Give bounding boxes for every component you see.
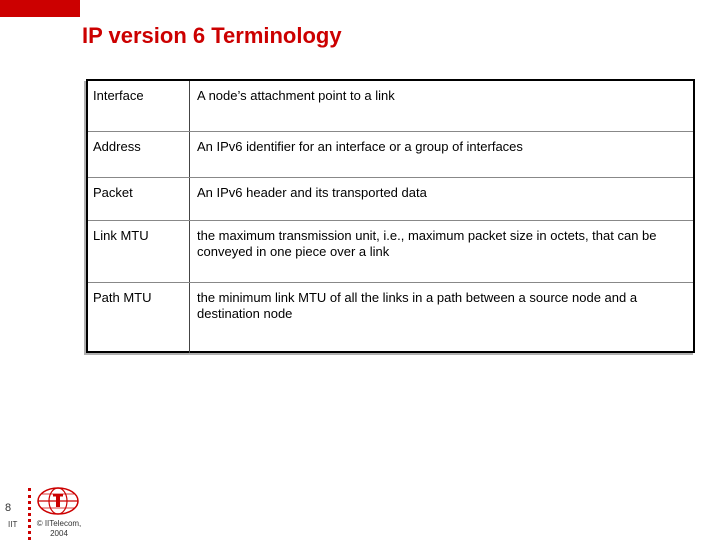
copyright-year: 2004 <box>50 529 68 538</box>
table-row <box>88 220 693 283</box>
table-row <box>88 131 693 178</box>
slide-title: IP version 6 Terminology <box>82 23 342 48</box>
term-cell: Path MTU <box>88 283 190 353</box>
term-cell: Packet <box>88 178 190 221</box>
brand-label: IIT <box>8 520 18 529</box>
terminology-table <box>86 79 695 353</box>
table-row <box>88 282 693 353</box>
table-row <box>88 81 693 131</box>
definition-cell: A node’s attachment point to a link <box>197 88 395 103</box>
slide-number: 8 <box>5 502 12 514</box>
term-cell: Link MTU <box>88 221 190 283</box>
term-cell: Interface <box>88 81 190 131</box>
definition-cell: the minimum link MTU of all the links in a path between a source node and a destination node <box>197 290 638 321</box>
definition-cell: the maximum transmission unit, i.e., maximum packet size in octets, that can be conveyed in one piece over a link <box>197 228 657 259</box>
table-row <box>88 177 693 221</box>
copyright-line: © IITelecom, <box>36 519 82 528</box>
header-accent-bar <box>0 0 80 17</box>
term-cell: Address <box>88 132 190 178</box>
definition-cell: An IPv6 header and its transported data <box>197 185 427 200</box>
globe-logo-icon <box>36 486 80 516</box>
copyright-notice <box>34 519 84 539</box>
definition-cell: An IPv6 identifier for an interface or a group of interfaces <box>197 139 523 154</box>
footer-divider <box>28 488 31 540</box>
